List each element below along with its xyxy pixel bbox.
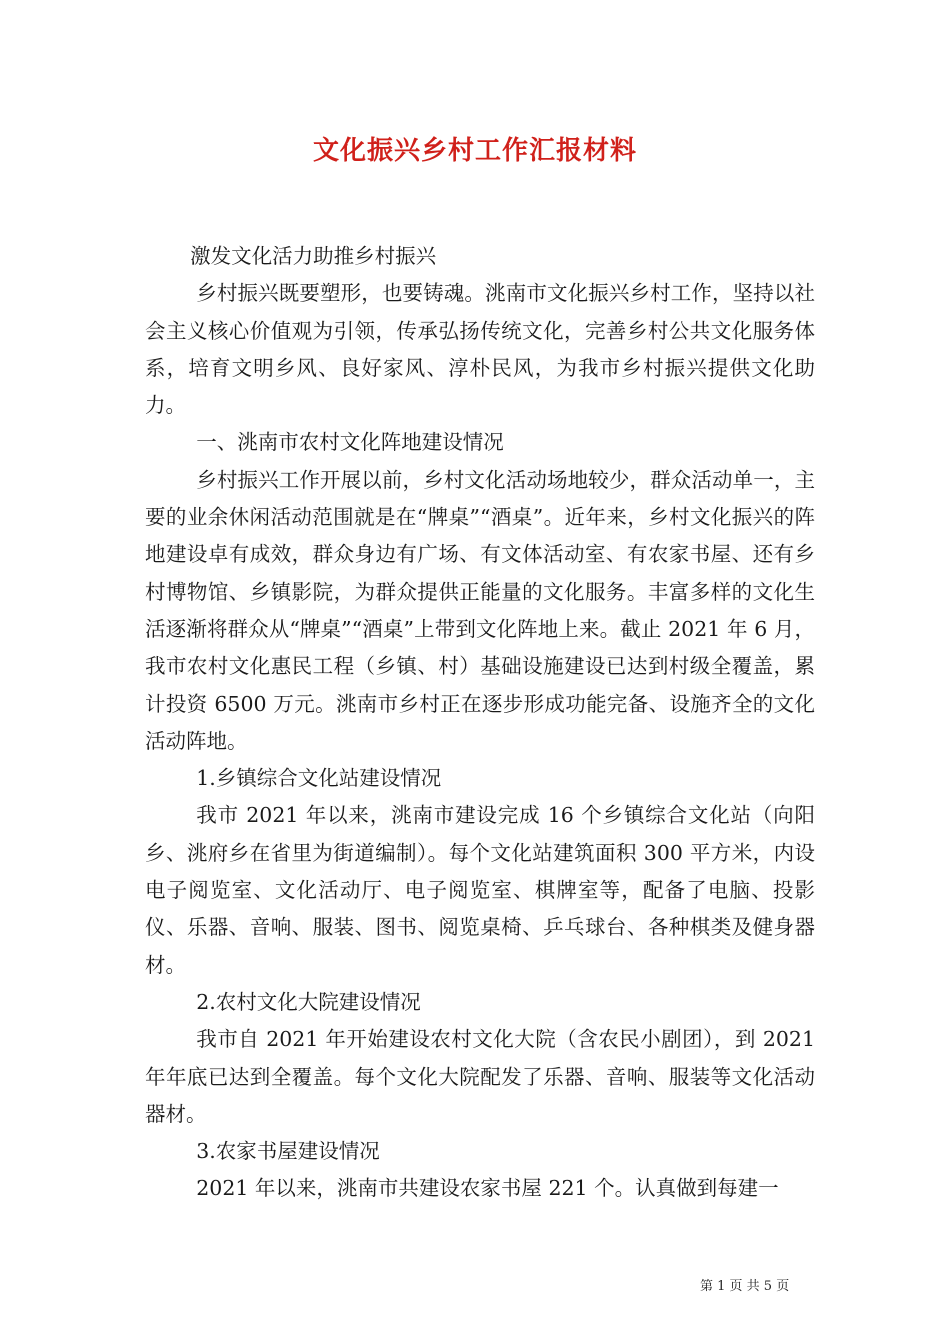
- section-1-paragraph: 乡村振兴工作开展以前，乡村文化活动场地较少，群众活动单一，主要的业余休闲活动范围就是在“牌桌”“酒桌”。近年来，乡村文化振兴的阵地建设卓有成效，群众身边有广场、有文体活动室、有农家书屋、还有乡村博物馆、乡镇影院，为群众提供正能量的文化服务。丰富多样的文化生活逐渐将群众从“牌桌”“酒桌”上带到文化阵地上来。截止 2021 年 6 月，我市农村文化惠民工程（乡镇、村）基础设施建设已达到村级全覆盖，累计投资 6500 万元。洮南市乡村正在逐步形成功能完备、设施齐全的文化活动阵地。: [145, 467, 815, 753]
- subsection-3-paragraph: 2021 年以来，洮南市共建设农家书屋 221 个。认真做到每建一: [196, 1176, 779, 1201]
- subsection-heading-2: 2.农村文化大院建设情况: [196, 989, 421, 1014]
- subsection-heading-1: 1.乡镇综合文化站建设情况: [196, 766, 442, 791]
- subsection-heading-3: 3.农家书屋建设情况: [196, 1139, 380, 1164]
- section-heading-1: 一、洮南市农村文化阵地建设情况: [196, 430, 504, 455]
- page-number-footer: 第 1 页 共 5 页: [700, 1279, 790, 1294]
- subsection-1-paragraph: 我市 2021 年以来，洮南市建设完成 16 个乡镇综合文化站（向阳乡、洮府乡在省里为街道编制）。每个文化站建筑面积 300 平方米，内设电子阅览室、文化活动厅、电子阅览室、棋牌室等，配备了电脑、投影仪、乐器、音响、服装、图书、阅览桌椅、乒乓球台、各种棋类及健身器材。: [145, 803, 815, 977]
- intro-paragraph: 乡村振兴既要塑形，也要铸魂。洮南市文化振兴乡村工作，坚持以社会主义核心价值观为引领，传承弘扬传统文化，完善乡村公共文化服务体系，培育文明乡风、良好家风、淳朴民风，为我市乡村振兴提供文化助力。: [145, 281, 815, 418]
- subtitle-paragraph: 激发文化活力助推乡村振兴: [190, 244, 437, 268]
- subsection-2-paragraph: 我市自 2021 年开始建设农村文化大院（含农民小剧团），到 2021 年年底已达到全覆盖。每个文化大院配发了乐器、音响、服装等文化活动器材。: [145, 1027, 815, 1126]
- document-body: [145, 238, 815, 1208]
- document-title: 文化振兴乡村工作汇报材料: [312, 136, 637, 166]
